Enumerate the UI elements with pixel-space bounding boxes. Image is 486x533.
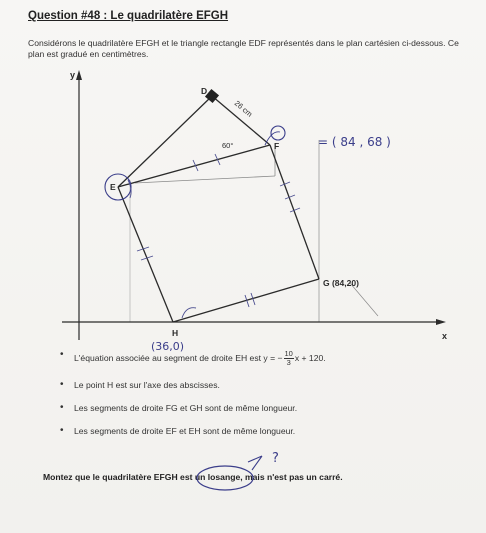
handwritten-h-coordinates: (36,0) (151, 340, 185, 353)
segment-gh (173, 279, 319, 322)
fact-eh-equation (60, 350, 470, 367)
label-point-f: F (274, 141, 280, 151)
fact-fg-equals-gh: • Les segments de droite FG et GH sont de même longueur. (60, 403, 470, 413)
intro-text: Considérons le quadrilatère EFGH et le triangle rectangle EDF représentés dans le plan cartésien ci-dessous. Ce plan est gradué en centimètres. (28, 38, 459, 59)
segment-he (118, 187, 173, 322)
tick-marks-fg (280, 182, 300, 212)
segment-ef (118, 145, 270, 187)
question-text-circled: losange (207, 472, 241, 482)
circle-point-f (271, 126, 285, 140)
fraction-10-over-3 (284, 350, 294, 367)
label-point-d: D (201, 86, 208, 96)
fact-eh-equation-prefix: L'équation associée au segment de droite EH est y = − (74, 352, 283, 363)
label-point-g: G (84,20) (323, 278, 359, 288)
fact-ef-equals-eh: • Les segments de droite EF et EH sont de même longueur. (60, 426, 470, 436)
handwritten-question-mark: ? (272, 451, 279, 466)
question-text-after: , mais n'est pas un carré. (240, 472, 343, 482)
y-axis-arrow (76, 70, 82, 80)
x-axis-label: x (442, 331, 448, 341)
circled-word (208, 472, 240, 482)
question-title: Question #48 : Le quadrilatère EFGH (28, 10, 229, 22)
label-point-e: E (110, 182, 116, 192)
label-length-df: 26 cm (232, 98, 255, 119)
y-axis-label: y (70, 70, 76, 80)
handwritten-circle-losange (194, 463, 258, 493)
fact-h-on-x-axis: • Le point H est sur l'axe des abscisses. (60, 380, 470, 390)
segment-fg (270, 145, 319, 279)
given-facts-list (60, 350, 470, 449)
label-point-h: H (172, 328, 179, 338)
handwritten-f-coordinates: = ( 84 , 68 ) (318, 135, 391, 149)
label-angle-60: 60° (222, 141, 234, 150)
fact-eh-equation-suffix: x + 120. (294, 352, 326, 363)
tick-marks-gh (245, 293, 255, 307)
question-text-before: Montez que le quadrilatère EFGH est un (43, 472, 208, 482)
x-axis-arrow (436, 319, 446, 325)
fraction-denominator: 3 (286, 358, 291, 367)
question-prompt (43, 472, 343, 482)
fraction-numerator: 10 (284, 349, 293, 358)
